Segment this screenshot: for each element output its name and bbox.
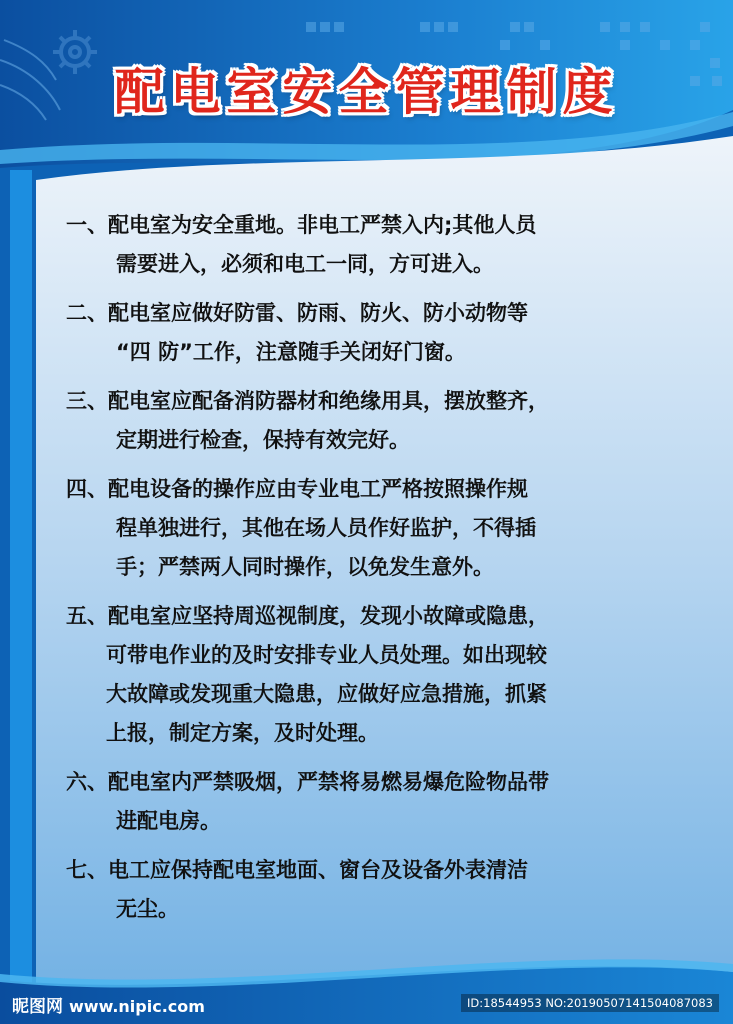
rule-item bbox=[66, 597, 696, 753]
rule-line: 六、配电室内严禁吸烟，严禁将易燃易爆危险物品带 bbox=[66, 770, 549, 794]
rule-line: 三、配电室应配备消防器材和绝缘用具，摆放整齐， bbox=[66, 389, 549, 413]
rule-line: 进配电房。 bbox=[116, 809, 221, 833]
rule-line: 可带电作业的及时安排专业人员处理。如出现较 bbox=[106, 643, 547, 667]
watermark-site: www.nipic.com bbox=[69, 997, 205, 1016]
rule-line: 需要进入，必须和电工一同，方可进入。 bbox=[116, 252, 494, 276]
rules-list bbox=[66, 206, 696, 939]
rule-item bbox=[66, 851, 696, 929]
left-accent-bar bbox=[10, 170, 32, 990]
poster-title: 配电室安全管理制度 bbox=[114, 63, 619, 121]
rule-line: 七、电工应保持配电室地面、窗台及设备外表清洁 bbox=[66, 858, 528, 882]
rule-line: 手；严禁两人同时操作，以免发生意外。 bbox=[116, 555, 494, 579]
rule-line: 定期进行检查，保持有效完好。 bbox=[116, 428, 410, 452]
rule-line: 五、配电室应坚持周巡视制度，发现小故障或隐患， bbox=[66, 604, 549, 628]
rule-line: 上报，制定方案，及时处理。 bbox=[106, 721, 379, 745]
rule-item bbox=[66, 206, 696, 284]
watermark-id: ID:18544953 NO:20190507141504087083 bbox=[461, 994, 719, 1012]
watermark-logo bbox=[12, 992, 205, 1017]
rule-line: 四、配电设备的操作应由专业电工严格按照操作规 bbox=[66, 477, 528, 501]
rule-line: 一、配电室为安全重地。非电工严禁入内;其他人员 bbox=[66, 213, 537, 237]
rule-line: “四 防”工作，注意随手关闭好门窗。 bbox=[116, 340, 466, 364]
rule-item bbox=[66, 763, 696, 841]
rule-item bbox=[66, 294, 696, 372]
watermark-logo-text: 昵图网 bbox=[12, 997, 63, 1017]
rule-line: 二、配电室应做好防雷、防雨、防火、防小动物等 bbox=[66, 301, 528, 325]
rule-line: 程单独进行，其他在场人员作好监护，不得插 bbox=[116, 516, 536, 540]
rule-item bbox=[66, 470, 696, 587]
rule-item bbox=[66, 382, 696, 460]
rule-line: 无尘。 bbox=[116, 897, 179, 921]
rule-line: 大故障或发现重大隐患，应做好应急措施，抓紧 bbox=[106, 682, 547, 706]
